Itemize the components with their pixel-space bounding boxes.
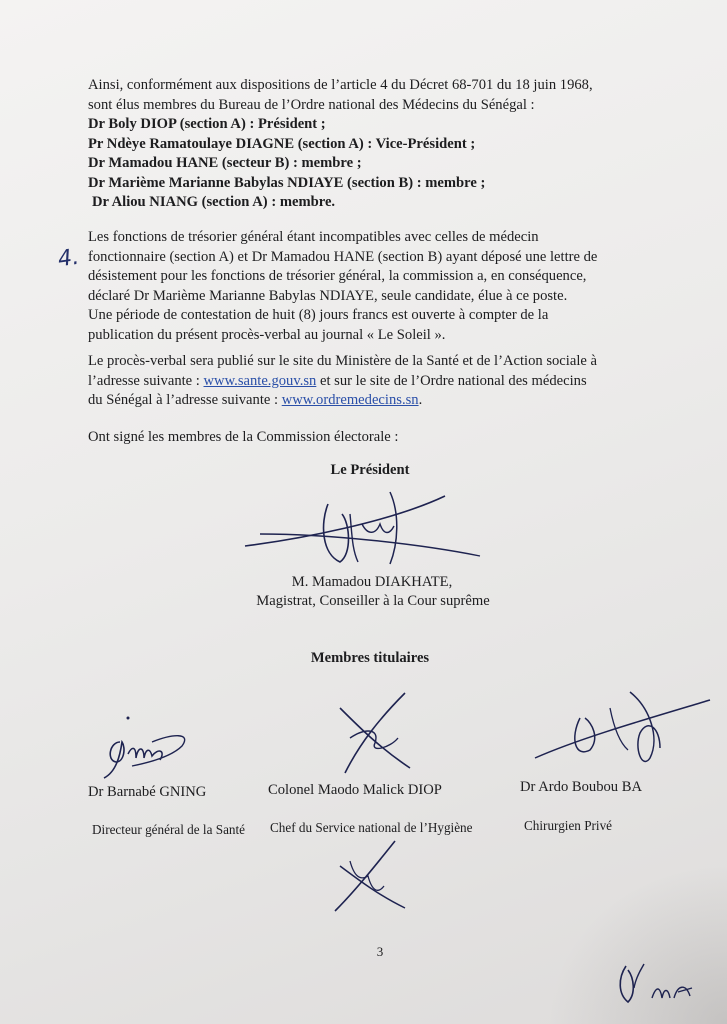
p3-line-3-post: .	[418, 392, 423, 408]
p2-line-5: Une période de contestation de huit (8) jours francs est ouverte à compter de la	[88, 307, 549, 323]
member-line-4: Dr Marième Marianne Babylas NDIAYE (section B) : membre ;	[88, 174, 486, 191]
member-line-5: Dr Aliou NIANG (section A) : membre.	[92, 194, 336, 210]
p3-line-2	[88, 372, 658, 392]
signed-line	[88, 428, 658, 448]
paragraph-publication	[88, 352, 658, 411]
member-diop-name: Colonel Maodo Malick DIOP	[268, 782, 442, 798]
sante-link[interactable]: www.sante.gouv.sn	[203, 372, 317, 389]
p3-line-3	[88, 391, 658, 411]
p2-line-2: fonctionnaire (section A) et Dr Mamadou HANE (section B) ayant déposé une lettre de	[88, 248, 598, 265]
page-number: 3	[376, 944, 384, 959]
member-line-1: Dr Boly DIOP (section A) : Président ;	[88, 116, 326, 132]
margin-note: 4.	[56, 244, 81, 273]
president-title: Magistrat, Conseiller à la Cour suprême	[256, 593, 490, 609]
intro-line-2: sont élus membres du Bureau de l’Ordre national des Médecins du Sénégal :	[88, 96, 535, 113]
member-gning-name: Dr Barnabé GNING	[88, 784, 207, 800]
member-line-3: Dr Mamadou HANE (secteur B) : membre ;	[88, 155, 362, 171]
diop-signature	[320, 688, 430, 778]
ordre-link[interactable]: www.ordremedecins.sn	[281, 392, 419, 408]
president-signature	[240, 484, 490, 574]
p2-line-4: déclaré Dr Marième Marianne Babylas NDIAYE, seule candidate, élue à ce poste.	[88, 287, 568, 304]
member-line-2: Pr Ndèye Ramatoulaye DIAGNE (section A) : Vice-Président ;	[88, 135, 476, 152]
paragraph-treasurer	[88, 228, 658, 345]
p3-line-1: Le procès-verbal sera publié sur le site du Ministère de la Santé et de l’Action sociale à	[88, 353, 597, 369]
intro-line-1: Ainsi, conformément aux dispositions de l’article 4 du Décret 68-701 du 18 juin 1968,	[88, 77, 593, 93]
p2-line-1: Les fonctions de trésorier général étant incompatibles avec celles de médecin	[88, 229, 539, 245]
p3-line-2-post: et sur le site de l’Ordre national des médecins	[316, 372, 587, 389]
member-ba-name: Dr Ardo Boubou BA	[520, 779, 643, 795]
signed-text: Ont signé les membres de la Commission électorale :	[88, 429, 399, 445]
president-heading: Le Président	[330, 462, 410, 478]
titulaires-heading: Membres titulaires	[310, 650, 430, 666]
lower-signature	[320, 836, 420, 916]
gning-signature	[92, 712, 212, 792]
intro-block	[88, 76, 658, 213]
member-ba-role: Chirurgien Privé	[524, 818, 613, 833]
initials-mark	[612, 958, 702, 1008]
p2-line-3: désistement pour les fonctions de trésorier général, la commission a, en conséquence,	[88, 268, 587, 284]
president-name: M. Mamadou DIAKHATE,	[291, 574, 453, 590]
member-gning-role: Directeur général de la Santé	[92, 822, 246, 837]
p2-line-6: publication du présent procès-verbal au journal « Le Soleil ».	[88, 326, 446, 343]
p3-line-3-pre: du Sénégal à l’adresse suivante :	[88, 392, 282, 408]
ba-signature	[530, 688, 715, 778]
p3-line-2-pre: l’adresse suivante :	[88, 372, 204, 389]
member-diop-role: Chef du Service national de l’Hygiène	[270, 820, 473, 835]
